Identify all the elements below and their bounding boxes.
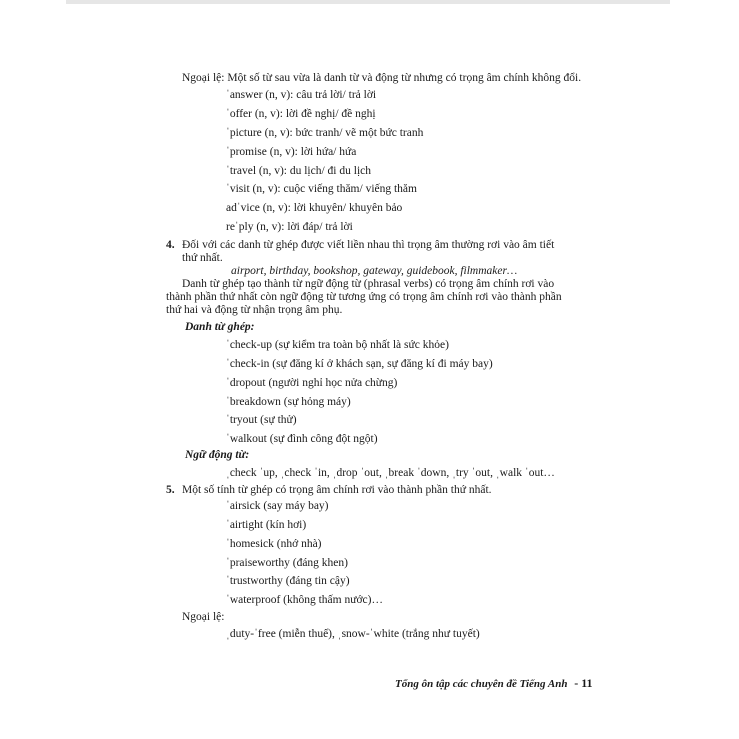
section-4-number: 4.	[166, 239, 175, 251]
section-5-exception-label: Ngoại lệ:	[182, 611, 225, 623]
adjective-trustworthy: ˈtrustworthy (đáng tin cậy)	[226, 575, 350, 587]
example-reply: reˈply (n, v): lời đáp/ trả lời	[226, 221, 353, 233]
adjective-homesick: ˈhomesick (nhớ nhà)	[226, 538, 322, 550]
example-promise: ˈpromise (n, v): lời hứa/ hứa	[226, 146, 357, 158]
compound-nouns-label: Danh từ ghép:	[185, 321, 255, 333]
noun-tryout: ˈtryout (sự thử)	[226, 414, 297, 426]
example-offer: ˈoffer (n, v): lời đề nghị/ đề nghị	[226, 108, 376, 120]
section-5-rule: Một số tính từ ghép có trọng âm chính rơi vào thành phần thứ nhất.	[182, 484, 492, 496]
example-advice: adˈvice (n, v): lời khuyên/ khuyên bảo	[226, 202, 403, 214]
phrasal-verbs-list: ˌcheck ˈup, ˌcheck ˈin, ˌdrop ˈout, ˌbreak ˈdown, ˌtry ˈout, ˌwalk ˈout…	[226, 467, 555, 479]
section-4-rule-line-1: Đối với các danh từ ghép được viết liền nhau thì trọng âm thường rơi vào âm tiết	[182, 239, 555, 251]
example-picture: ˈpicture (n, v): bức tranh/ vẽ một bức tranh	[226, 127, 424, 139]
noun-walkout: ˈwalkout (sự đình công đột ngột)	[226, 433, 378, 445]
page-number: - 11	[574, 676, 593, 690]
example-travel: ˈtravel (n, v): du lịch/ đi du lịch	[226, 165, 371, 177]
section-4-rule-line-2: thứ nhất.	[182, 252, 223, 264]
phrasal-para-line-1: Danh từ ghép tạo thành từ ngữ động từ (phrasal verbs) có trọng âm chính rơi vào	[182, 278, 555, 290]
phrasal-para-line-2: thành phần thứ nhất còn ngữ động từ tương ứng có trọng âm chính rơi vào thành phần	[166, 291, 562, 303]
noun-dropout: ˈdropout (người nghỉ học nửa chừng)	[226, 377, 398, 389]
noun-check-in: ˈcheck-in (sự đăng kí ở khách sạn, sự đăng kí đi máy bay)	[226, 358, 493, 370]
adjective-waterproof: ˈwaterproof (không thấm nước)…	[226, 594, 383, 606]
example-visit: ˈvisit (n, v): cuộc viếng thăm/ viếng thăm	[226, 183, 417, 195]
adjective-airsick: ˈairsick (say máy bay)	[226, 500, 329, 512]
example-answer: ˈanswer (n, v): câu trả lời/ trả lời	[226, 89, 377, 101]
noun-breakdown: ˈbreakdown (sự hỏng máy)	[226, 396, 351, 408]
adjective-praiseworthy: ˈpraiseworthy (đáng khen)	[226, 557, 348, 569]
section-5-number: 5.	[166, 484, 175, 496]
section-5-exception-example: ˌduty-ˈfree (miễn thuế), ˌsnow-ˈwhite (trắng như tuyết)	[226, 628, 480, 640]
compound-noun-examples: airport, birthday, bookshop, gateway, guidebook, filmmaker…	[231, 265, 518, 277]
exception-intro: Ngoại lệ: Một số từ sau vừa là danh từ và động từ nhưng có trọng âm chính không đổi.	[182, 72, 582, 84]
noun-check-up: ˈcheck-up (sự kiểm tra toàn bộ nhất là sức khỏe)	[226, 339, 449, 351]
phrasal-verbs-label: Ngữ động từ:	[185, 449, 250, 461]
adjective-airtight: ˈairtight (kín hơi)	[226, 519, 307, 531]
page-footer	[395, 676, 593, 691]
footer-book-title: Tổng ôn tập các chuyên đề Tiếng Anh	[395, 678, 568, 690]
phrasal-para-line-3: thứ hai và động từ nhận trọng âm phụ.	[166, 304, 343, 316]
